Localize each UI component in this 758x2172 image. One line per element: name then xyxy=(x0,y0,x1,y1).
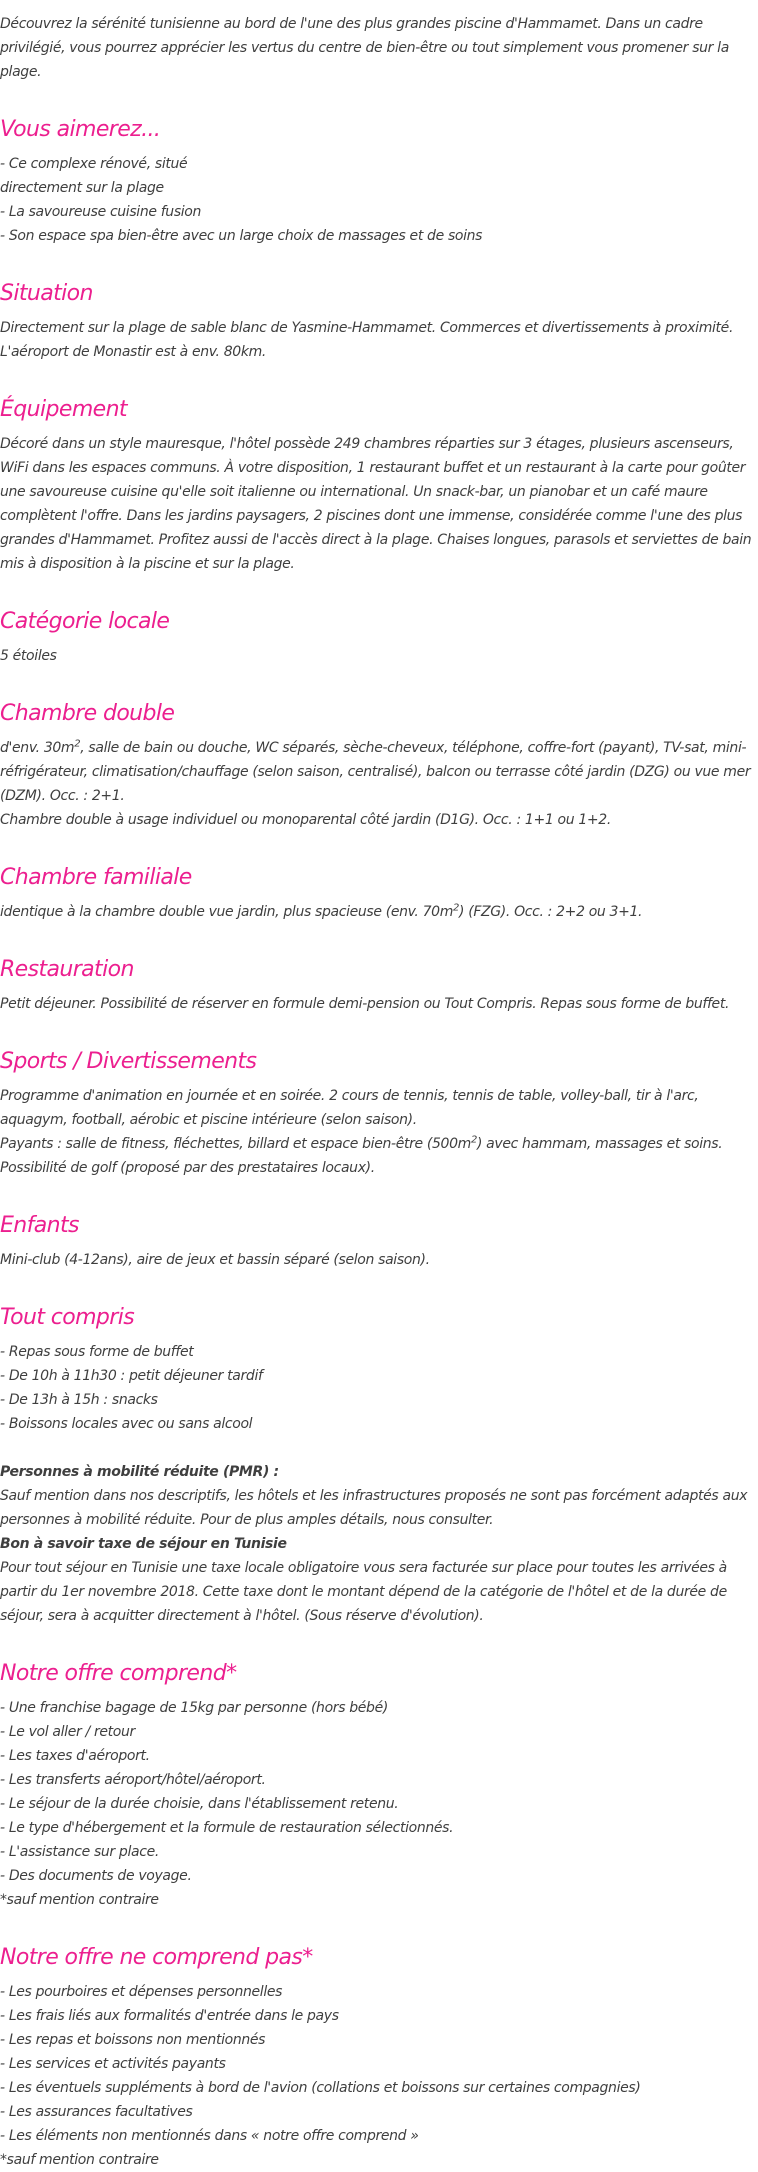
chambre-double-text: d'env. $30m^2$, salle de bain ou douche, WC séparés, sèche-cheveux, téléphone, coffre-fort (payant), TV-sat, mini-réfrigérateur, climatisation/chauffage (selon saison, centralisé), balcon ou terrasse côté jardin (DZG) ou vue mer (DZM). Occ. : 2+1. Chambre double à usage individuel ou monoparental côté jardin (D1G). Occ. : 1+1 ou 1+2. xyxy=(0,738,751,828)
heading-chambre-familiale: Chambre familiale xyxy=(0,865,192,890)
sports-text: Programme d'animation en journée et en soirée. 2 cours de tennis, tennis de table, volley-ball, tir à l'arc, aquagym, football, aérobic et piscine intérieure (selon saison). Payants : salle de fitness, fléchettes, billard et espace bien-être $(500m^2)$ avec hammam, massages et soins. Possibilité de golf (proposé par des prestataires locaux). xyxy=(0,1088,723,1176)
enfants-text: Mini-club (4-12ans), aire de jeux et bassin séparé (selon saison). xyxy=(0,1252,430,1268)
situation-text: Directement sur la plage de sable blanc de Yasmine-Hammamet. Commerces et divertissements à proximité. L'aéroport de Monastir est à env. 80km. xyxy=(0,320,734,360)
heading-vous-aimerez: Vous aimerez... xyxy=(0,117,161,142)
list-item: - Les pourboires et dépenses personnelles xyxy=(0,1980,758,2004)
heading-categorie: Catégorie locale xyxy=(0,609,170,634)
list-item: - Les éventuels suppléments à bord de l'avion (collations et boissons sur certaines compagnies) xyxy=(0,2076,758,2100)
taxe-title: Bon à savoir taxe de séjour en Tunisie xyxy=(0,1536,287,1552)
list-item: - Les transferts aéroport/hôtel/aéroport. xyxy=(0,1768,758,1792)
vous-aimerez-list xyxy=(0,152,758,248)
list-item: - L'assistance sur place. xyxy=(0,1840,758,1864)
list-item: - Son espace spa bien-être avec un large choix de massages et de soins xyxy=(0,224,758,248)
list-item: - Les éléments non mentionnés dans « notre offre comprend » xyxy=(0,2124,758,2148)
restauration-text: Petit déjeuner. Possibilité de réserver en formule demi-pension ou Tout Compris. Repas sous forme de buffet. xyxy=(0,996,730,1012)
offre-ne-comprend-pas-list xyxy=(0,1980,758,2172)
list-item: - Les repas et boissons non mentionnés xyxy=(0,2028,758,2052)
list-item: - Les assurances facultatives xyxy=(0,2100,758,2124)
heading-equipement: Équipement xyxy=(0,397,127,422)
list-item: directement sur la plage xyxy=(0,180,164,196)
heading-enfants: Enfants xyxy=(0,1213,79,1238)
heading-situation: Situation xyxy=(0,281,93,306)
tout-compris-list xyxy=(0,1340,758,1436)
list-item: - Les services et activités payants xyxy=(0,2052,758,2076)
heading-offre-comprend: Notre offre comprend* xyxy=(0,1661,237,1686)
taxe-text: Pour tout séjour en Tunisie une taxe locale obligatoire vous sera facturée sur place pour toutes les arrivées à partir du 1er novembre 2018. Cette taxe dont le montant dépend de la catégorie de l'hôtel et de la durée de séjour, sera à acquitter directement à l'hôtel. (Sous réserve d'évolution). xyxy=(0,1560,727,1624)
heading-offre-ne-comprend-pas: Notre offre ne comprend pas* xyxy=(0,1945,313,1970)
offre-comprend-list xyxy=(0,1696,758,1912)
heading-tout-compris: Tout compris xyxy=(0,1305,135,1330)
list-item: - Les frais liés aux formalités d'entrée dans le pays xyxy=(0,2004,758,2028)
list-item: - De 13h à 15h : snacks xyxy=(0,1388,758,1412)
list-item: - Le séjour de la durée choisie, dans l'établissement retenu. xyxy=(0,1792,758,1816)
chambre-familiale-text: identique à la chambre double vue jardin, plus spacieuse (env. $70m^2$) (FZG). Occ. : 2+2 ou 3+1. xyxy=(0,902,643,920)
categorie-text: 5 étoiles xyxy=(0,648,57,664)
offre-comprend-note: *sauf mention contraire xyxy=(0,1892,159,1908)
list-item: - De 10h à 11h30 : petit déjeuner tardif xyxy=(0,1364,758,1388)
equipement-text: Décoré dans un style mauresque, l'hôtel possède 249 chambres réparties sur 3 étages, plusieurs ascenseurs, WiFi dans les espaces communs. À votre disposition, 1 restaurant buffet et un restaurant à la carte pour goûter une savoureuse cuisine qu'elle soit italienne ou international. Un snack-bar, un pianobar et un café maure complètent l'offre. Dans les jardins paysagers, 2 piscines dont une immense, considérée comme l'une des plus grandes d'Hammamet. Profitez aussi de l'accès direct à la plage. Chaises longues, parasols et serviettes de bain mis à disposition à la piscine et sur la plage. xyxy=(0,436,752,572)
list-item: - La savoureuse cuisine fusion xyxy=(0,200,758,224)
list-item: - Repas sous forme de buffet xyxy=(0,1340,758,1364)
heading-sports: Sports / Divertissements xyxy=(0,1049,257,1074)
heading-restauration: Restauration xyxy=(0,957,134,982)
pmr-text: Sauf mention dans nos descriptifs, les hôtels et les infrastructures proposés ne sont pas forcément adaptés aux personnes à mobilité réduite. Pour de plus amples détails, nous consulter. xyxy=(0,1488,748,1528)
list-item: - Les taxes d'aéroport. xyxy=(0,1744,758,1768)
pmr-section xyxy=(0,1460,758,1628)
heading-chambre-double: Chambre double xyxy=(0,701,175,726)
list-item: - Le type d'hébergement et la formule de restauration sélectionnés. xyxy=(0,1816,758,1840)
spacer xyxy=(0,1436,758,1460)
list-item: - Boissons locales avec ou sans alcool xyxy=(0,1412,758,1436)
list-item: - Ce complexe rénové, situé xyxy=(0,152,758,176)
list-item: - Des documents de voyage. xyxy=(0,1864,758,1888)
list-item: - Le vol aller / retour xyxy=(0,1720,758,1744)
list-item: - Une franchise bagage de 15kg par personne (hors bébé) xyxy=(0,1696,758,1720)
offre-ne-comprend-pas-note: *sauf mention contraire xyxy=(0,2152,159,2168)
intro-text: Découvrez la sérénité tunisienne au bord de l'une des plus grandes piscine d'Hammamet. Dans un cadre privilégié, vous pourrez apprécier les vertus du centre de bien-être ou tout simplement vous promener sur la plage. xyxy=(0,16,729,80)
pmr-title: Personnes à mobilité réduite (PMR) : xyxy=(0,1464,279,1480)
